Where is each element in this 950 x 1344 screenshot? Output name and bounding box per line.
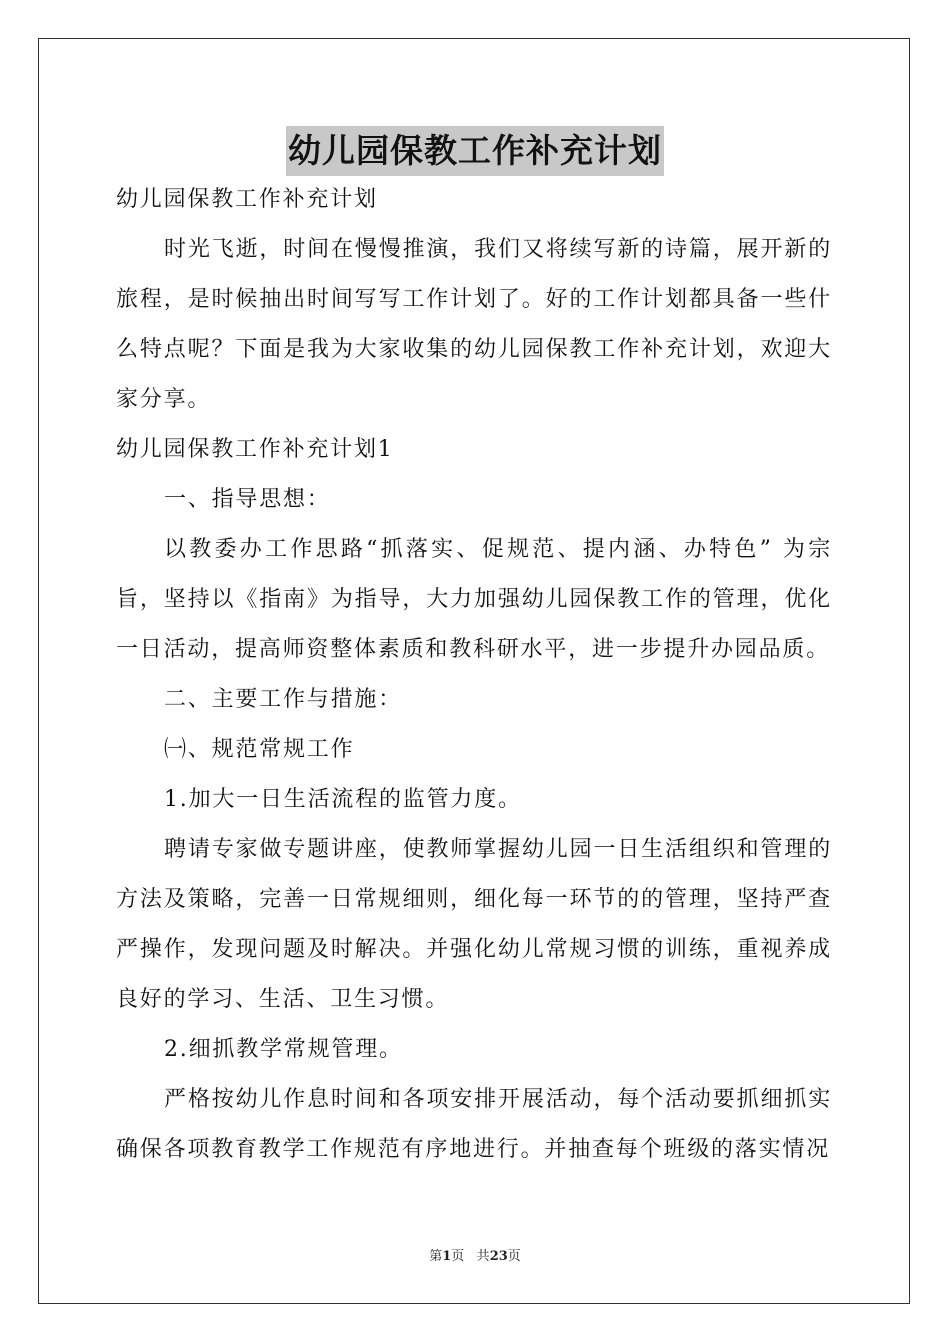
page-footer [0, 1247, 950, 1267]
paragraph: 时光飞逝，时间在慢慢推演，我们又将续写新的诗篇，展开新的旅程，是时候抽出时间写写工作计划了。好的工作计划都具备一些什么特点呢？下面是我为大家收集的幼儿园保教工作补充计划，欢迎大家分享。 [116, 237, 832, 412]
document-title-row [0, 126, 950, 182]
paragraph: ㈠、规范常规工作 [164, 737, 355, 762]
document-body [116, 175, 832, 1175]
paragraph: 以教委办工作思路“抓落实、促规范、提内涵、办特色” 为宗旨，坚持以《指南》为指导，大力加强幼儿园保教工作的管理，优化一日活动，提高师资整体素质和教科研水平，进一步提升办园品质。 [116, 537, 832, 662]
document-title: 幼儿园保教工作补充计划 [286, 126, 664, 176]
footer-current-page: 1 [442, 1249, 452, 1264]
paragraph: 1.加大一日生活流程的监管力度。 [164, 787, 522, 812]
footer-prefix: 第 [429, 1249, 443, 1264]
footer-total-prefix: 共 [476, 1249, 490, 1264]
footer-page-suffix: 页 [451, 1249, 465, 1264]
paragraph: 幼儿园保教工作补充计划 [116, 187, 378, 212]
footer-total-suffix: 页 [507, 1249, 521, 1264]
paragraph: 二、主要工作与措施： [164, 687, 403, 712]
footer-total-pages: 23 [489, 1249, 508, 1264]
paragraph: 聘请专家做专题讲座，使教师掌握幼儿园一日生活组织和管理的方法及策略，完善一日常规细则，细化每一环节的的管理，坚持严查严操作，发现问题及时解决。并强化幼儿常规习惯的训练，重视养成良好的学习、生活、卫生习惯。 [116, 837, 832, 1012]
paragraph: 幼儿园保教工作补充计划1 [116, 437, 394, 462]
paragraph: 2.细抓教学常规管理。 [164, 1037, 403, 1062]
paragraph: 一、指导思想： [164, 487, 331, 512]
paragraph: 严格按幼儿作息时间和各项安排开展活动，每个活动要抓细抓实确保各项教育教学工作规范有序地进行。并抽查每个班级的落实情况 [116, 1087, 832, 1162]
